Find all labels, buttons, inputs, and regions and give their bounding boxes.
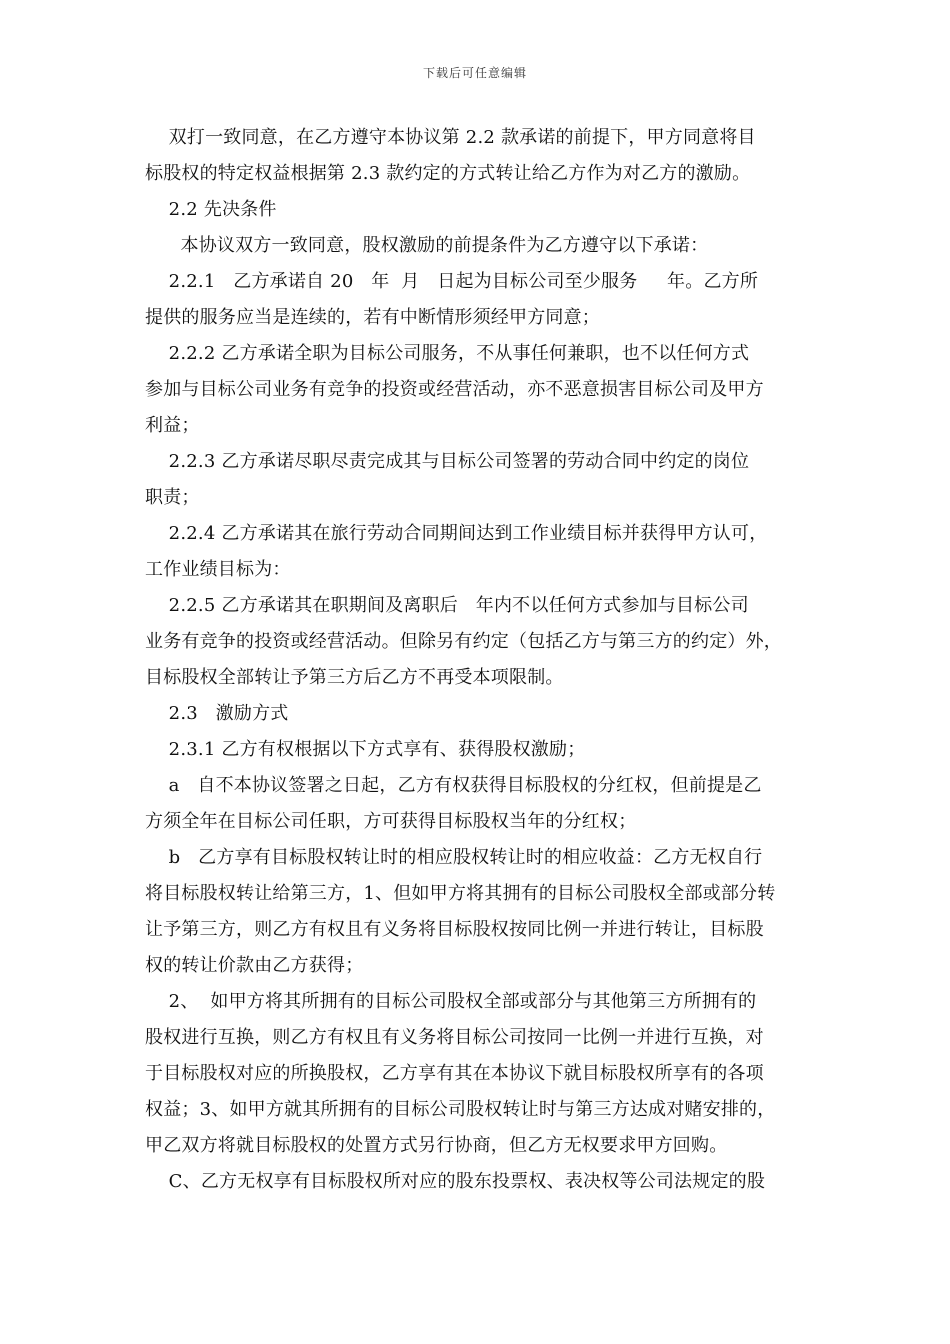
body-line: 2.3 激励方式 (145, 703, 289, 724)
body-line: 方须全年在目标公司任职，方可获得目标股权当年的分红权； (145, 811, 637, 832)
body-line: 双打一致同意，在乙方遵守本协议第 2.2 款承诺的前提下，甲方同意将目 (145, 127, 756, 148)
body-line: b 乙方享有目标股权转让时的相应股权转让时的相应收益：乙方无权自行 (145, 847, 763, 868)
body-line: 提供的服务应当是连续的，若有中断情形须经甲方同意； (145, 307, 600, 328)
body-line: 2.2.5 乙方承诺其在职期间及离职后 年内不以任何方式参加与目标公司 (145, 595, 749, 616)
body-line: 目标股权全部转让予第三方后乙方不再受本项限制。 (145, 667, 564, 688)
body-line: 甲乙双方将就目标股权的处置方式另行协商，但乙方无权要求甲方回购。 (145, 1135, 728, 1156)
body-line: 权益；3、如甲方就其所拥有的目标公司股权转让时与第三方达成对赌安排的， (145, 1099, 776, 1120)
body-line: 让予第三方，则乙方有权且有义务将目标股权按同比例一并进行转让，目标股 (145, 919, 764, 940)
body-line: 工作业绩目标为： (145, 559, 291, 580)
body-line: 标股权的特定权益根据第 2.3 款约定的方式转让给乙方作为对乙方的激励。 (145, 163, 751, 184)
body-line: 职责； (145, 487, 200, 508)
body-line: 2.2.1 乙方承诺自 20 年 月 日起为目标公司至少服务 年。乙方所 (145, 271, 759, 292)
body-line: 股权进行互换，则乙方有权且有义务将目标公司按同一比例一并进行互换，对 (145, 1027, 764, 1048)
body-line: 2.3.1 乙方有权根据以下方式享有、获得股权激励； (145, 739, 586, 760)
body-line: 2.2.3 乙方承诺尽职尽责完成其与目标公司签署的劳动合同中约定的岗位 (145, 451, 750, 472)
body-line: 参加与目标公司业务有竞争的投资或经营活动，亦不恶意损害目标公司及甲方 (145, 379, 764, 400)
body-line: 于目标股权对应的所换股权，乙方享有其在本协议下就目标股权所享有的各项 (145, 1063, 764, 1084)
body-line: 2.2.2 乙方承诺全职为目标公司服务，不从事任何兼职，也不以任何方式 (145, 343, 750, 364)
body-line: 2.2 先决条件 (145, 199, 277, 220)
body-line: C、乙方无权享有目标股权所对应的股东投票权、表决权等公司法规定的股 (145, 1171, 766, 1192)
document-body (145, 120, 817, 1200)
body-line: a 自不本协议签署之日起，乙方有权获得目标股权的分红权，但前提是乙 (145, 775, 762, 796)
page-header: 下载后可任意编辑 (422, 66, 527, 80)
body-line: 利益； (145, 415, 200, 436)
body-line: 权的转让价款由乙方获得； (145, 955, 364, 976)
body-line: 将目标股权转让给第三方，1、但如甲方将其拥有的目标公司股权全部或部分转 (145, 883, 776, 904)
body-line: 本协议双方一致同意，股权激励的前提条件为乙方遵守以下承诺： (145, 235, 709, 256)
body-line: 业务有竞争的投资或经营活动。但除另有约定（包括乙方与第三方的约定）外， (145, 631, 782, 652)
body-line: 2.2.4 乙方承诺其在旅行劳动合同期间达到工作业绩目标并获得甲方认可， (145, 523, 768, 544)
body-line: 2、 如甲方将其所拥有的目标公司股权全部或部分与其他第三方所拥有的 (145, 991, 757, 1012)
